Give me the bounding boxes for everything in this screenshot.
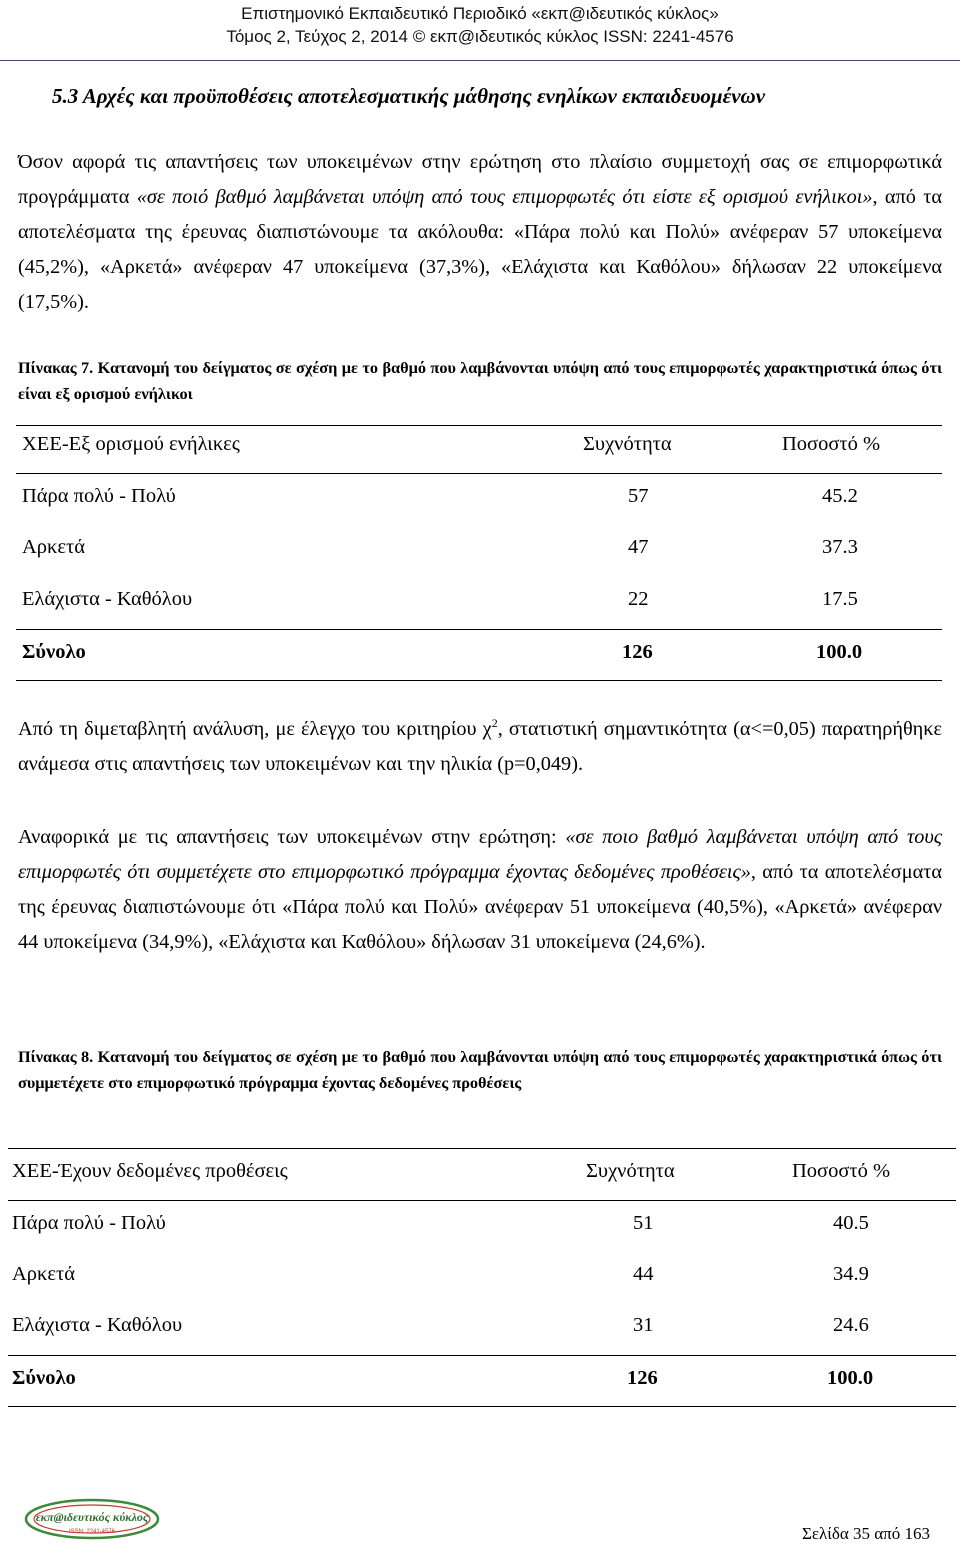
logo-issn: ISSN: 2241-4576: [68, 1529, 116, 1535]
table-rule: [16, 680, 942, 681]
paragraph-1: Όσον αφορά τις απαντήσεις των υποκειμένων στην ερώτηση στο πλαίσιο συμμετοχή σας σε επιμορφωτικά προγράμματα «σε ποιό βαθμό λαμβάνεται υπόψη από τους επιμορφωτές ότι είστε εξ ορισμού ενήλικοι», από τα αποτελέσματα της έρευνας διαπιστώνουμε τα ακόλουθα: «Πάρα πολύ και Πολύ» ανέφεραν 57 υποκείμενα (45,2%), «Αρκετά» ανέφεραν 47 υποκείμενα (37,3%), «Ελάχιστα και Καθόλου» δήλωσαν 22 υποκείμενα (17,5%).: [18, 151, 943, 313]
table-total-cell: 126: [627, 1367, 658, 1389]
table-cell: 47: [628, 536, 649, 558]
table-cell: 51: [633, 1212, 654, 1234]
table-7-caption: Πίνακας 7. Κατανομή του δείγματος σε σχέση με το βαθμό που λαμβάνονται υπόψη από τους επιμορφωτές χαρακτηριστικά όπως ότι είναι εξ ορισμού ενήλικοι: [18, 358, 942, 403]
header-rule: [0, 60, 960, 61]
table-cell: 37.3: [822, 536, 858, 558]
table-cell: Αρκετά: [12, 1263, 75, 1285]
page-number: Σελίδα 35 από 163: [801, 1524, 930, 1543]
table-cell: Ελάχιστα - Καθόλου: [22, 588, 193, 610]
table-rule: [8, 1200, 956, 1201]
table-rule: [16, 425, 942, 426]
table-header: Ποσοστό %: [792, 1160, 891, 1182]
table-rule: [8, 1148, 956, 1149]
table-cell: Πάρα πολύ - Πολύ: [12, 1212, 166, 1234]
paragraph-3: Αναφορικά με τις απαντήσεις των υποκειμένων στην ερώτηση: «σε ποιο βαθμό λαμβάνεται υπόψη από τους επιμορφωτές ότι συμμετέχετε στο επιμορφωτικό πρόγραμμα έχοντας δεδομένες προθέσεις», από τα αποτελέσματα της έρευνας διαπιστώνουμε ότι «Πάρα πολύ και Πολύ» ανέφεραν 51 υποκείμενα (40,5%), «Αρκετά» ανέφεραν 44 υποκείμενα (34,9%), «Ελάχιστα και Καθόλου» δήλωσαν 31 υποκείμενα (24,6%).: [18, 826, 943, 953]
table-cell: 44: [633, 1263, 654, 1285]
table-header: ΧΕΕ-Εξ ορισμού ενήλικες: [22, 433, 240, 455]
paragraph-2: Από τη διμεταβλητή ανάλυση, με έλεγχο του κριτηρίου $\chi^2$, στατιστική σημαντικότητα (α<=0,05) παρατηρήθηκε ανάμεσα στις απαντήσεις των υποκειμένων και την ηλικία (p=0,049).: [18, 716, 942, 775]
table-header: Ποσοστό %: [782, 433, 881, 455]
table-total-label: Σύνολο: [22, 641, 86, 663]
table-rule: [16, 629, 942, 630]
journal-logo: [22, 1497, 162, 1541]
table-cell: 31: [633, 1314, 654, 1336]
table-cell: Ελάχιστα - Καθόλου: [12, 1314, 183, 1336]
table-total-label: Σύνολο: [12, 1367, 76, 1389]
table-cell: 17.5: [822, 588, 858, 610]
table-rule: [16, 473, 942, 474]
table-total-cell: 100.0: [827, 1367, 874, 1389]
table-cell: 57: [628, 485, 649, 507]
table-cell: 45.2: [822, 485, 858, 507]
table-total-cell: 100.0: [816, 641, 863, 663]
journal-title: Επιστημονικό Εκπαιδευτικό Περιοδικό «εκπ@ιδευτικός κύκλος»: [241, 4, 719, 23]
section-title: 5.3 Αρχές και προϋποθέσεις αποτελεσματικής μάθησης ενηλίκων εκπαιδευομένων: [52, 84, 766, 108]
table-cell: Αρκετά: [22, 536, 85, 558]
table-header: Συχνότητα: [586, 1160, 675, 1182]
logo-text: εκπ@ιδευτικός κύκλος: [35, 1510, 149, 1524]
table-header: ΧΕΕ-Έχουν δεδομένες προθέσεις: [12, 1160, 288, 1182]
table-cell: Πάρα πολύ - Πολύ: [22, 485, 176, 507]
table-8-caption: Πίνακας 8. Κατανομή του δείγματος σε σχέση με το βαθμό που λαμβάνονται υπόψη από τους επιμορφωτές χαρακτηριστικά όπως ότι συμμετέχετε στο επιμορφωτικό πρόγραμμα έχοντας δεδομένες προθέσεις: [18, 1047, 942, 1092]
table-header: Συχνότητα: [583, 433, 672, 455]
table-cell: 40.5: [833, 1212, 869, 1234]
logo-graphic: [22, 1497, 162, 1541]
journal-issue: Τόμος 2, Τεύχος 2, 2014 © εκπ@ιδευτικός κύκλος ISSN: 2241-4576: [226, 27, 734, 46]
table-cell: 22: [628, 588, 649, 610]
table-rule: [8, 1355, 956, 1356]
table-cell: 24.6: [833, 1314, 869, 1336]
table-cell: 34.9: [833, 1263, 869, 1285]
table-total-cell: 126: [622, 641, 653, 663]
table-rule: [8, 1406, 956, 1407]
